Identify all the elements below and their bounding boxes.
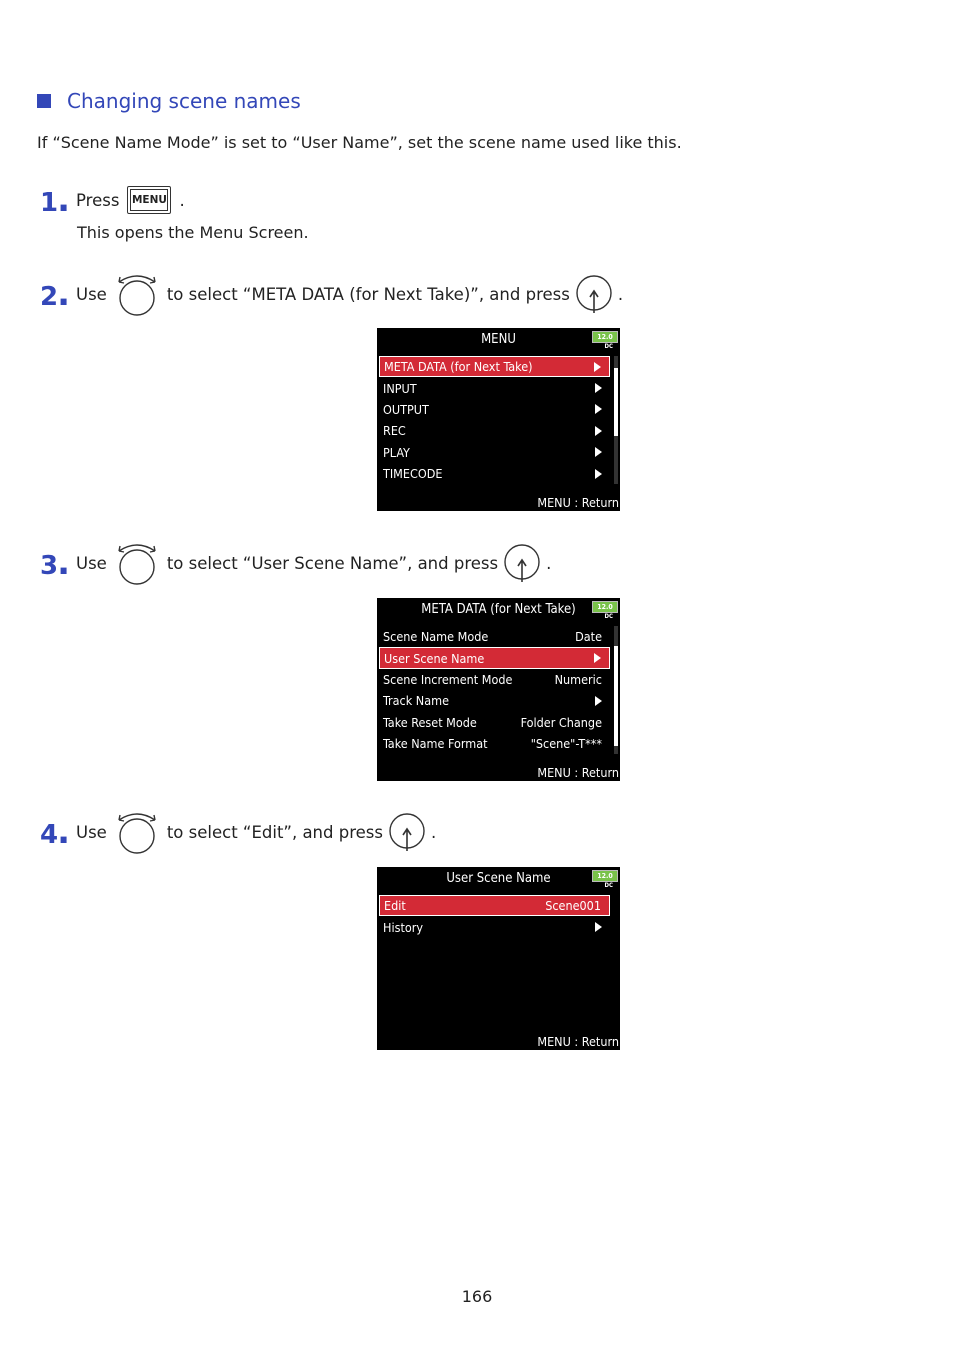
arrow-right-icon xyxy=(595,922,602,932)
arrow-right-icon xyxy=(595,469,602,479)
dc-label: DC xyxy=(604,343,613,350)
screen-title: User Scene Name xyxy=(446,871,551,886)
step-4 xyxy=(40,810,436,854)
arrow-right-icon xyxy=(594,653,601,663)
step-text-post: . xyxy=(430,822,437,842)
square-bullet-icon xyxy=(37,94,51,108)
menu-item-play[interactable]: PLAY xyxy=(379,442,610,463)
battery-icon: 12.0 xyxy=(592,870,618,882)
menu-key-icon: MENU xyxy=(127,186,171,214)
step-number: 4. xyxy=(40,812,70,852)
step-number: 1. xyxy=(40,180,70,220)
device-screen-menu xyxy=(377,328,620,511)
step-number: 2. xyxy=(40,274,70,314)
arrow-right-icon xyxy=(594,362,601,372)
step-number: 3. xyxy=(40,543,70,583)
menu-item-user-scene-name[interactable]: User Scene Name xyxy=(379,647,610,668)
menu-item-rec[interactable]: REC xyxy=(379,420,610,441)
device-screen-user-scene-name xyxy=(377,867,620,1050)
step-text-post: . xyxy=(179,190,185,210)
menu-item-timecode[interactable]: TIMECODE xyxy=(379,463,610,484)
step-text-post: . xyxy=(546,553,552,573)
step-text-mid: to select “User Scene Name”, and press xyxy=(166,553,499,573)
step-text-pre: Press xyxy=(76,190,120,210)
menu-item-track-name[interactable]: Track Name xyxy=(379,690,610,711)
step-3 xyxy=(40,541,551,585)
arrow-right-icon xyxy=(595,696,602,706)
arrow-right-icon xyxy=(595,404,602,414)
menu-item-input[interactable]: INPUT xyxy=(379,377,610,398)
rotate-dial-icon xyxy=(113,541,161,585)
menu-item-take-reset-mode[interactable]: Take Reset Mode Folder Change xyxy=(383,714,602,730)
dc-label: DC xyxy=(604,613,613,620)
screen-title: MENU xyxy=(481,332,516,347)
section-title: Changing scene names xyxy=(67,89,301,113)
dc-label: DC xyxy=(604,882,613,889)
arrow-right-icon xyxy=(595,426,602,436)
step-text-post: . xyxy=(617,284,624,304)
step-2 xyxy=(40,272,623,316)
step-text-pre: Use xyxy=(76,553,107,573)
battery-icon: 12.0 xyxy=(592,601,618,613)
section-heading xyxy=(37,86,301,116)
arrow-right-icon xyxy=(595,383,602,393)
page-number: 166 xyxy=(461,1287,493,1306)
rotate-dial-icon xyxy=(113,810,161,854)
press-dial-icon xyxy=(387,811,427,853)
screen-footer: MENU : Return xyxy=(537,1034,619,1049)
step-text-mid: to select “Edit”, and press xyxy=(166,822,383,842)
menu-item-output[interactable]: OUTPUT xyxy=(379,399,610,420)
step-text-pre: Use xyxy=(76,822,107,842)
press-dial-icon xyxy=(574,273,614,315)
screen-title: META DATA (for Next Take) xyxy=(421,602,576,617)
step-text-mid: to select “META DATA (for Next Take)”, and press xyxy=(166,284,570,304)
menu-item-meta-data[interactable]: META DATA (for Next Take) xyxy=(379,356,610,377)
rotate-dial-icon xyxy=(113,272,161,316)
step-1 xyxy=(40,180,185,220)
press-dial-icon xyxy=(502,542,542,584)
step-text-pre: Use xyxy=(76,284,107,304)
scrollbar xyxy=(614,356,618,484)
device-screen-meta-data xyxy=(377,598,620,781)
menu-item-scene-name-mode[interactable]: Scene Name Mode Date xyxy=(383,629,602,645)
scrollbar xyxy=(614,626,618,754)
battery-icon: 12.0 xyxy=(592,331,618,343)
intro-text: If “Scene Name Mode” is set to “User Name”, set the scene name used like this. xyxy=(37,133,682,152)
screen-footer: MENU : Return xyxy=(537,765,619,780)
step-1-subtext: This opens the Menu Screen. xyxy=(77,223,309,242)
arrow-right-icon xyxy=(595,447,602,457)
menu-item-take-name-format[interactable]: Take Name Format "Scene"-T*** xyxy=(383,736,602,752)
menu-item-scene-increment-mode[interactable]: Scene Increment Mode Numeric xyxy=(383,671,602,687)
menu-item-history[interactable]: History xyxy=(379,916,610,937)
screen-footer: MENU : Return xyxy=(537,495,619,510)
menu-item-edit[interactable]: Edit Scene001 xyxy=(379,895,610,916)
